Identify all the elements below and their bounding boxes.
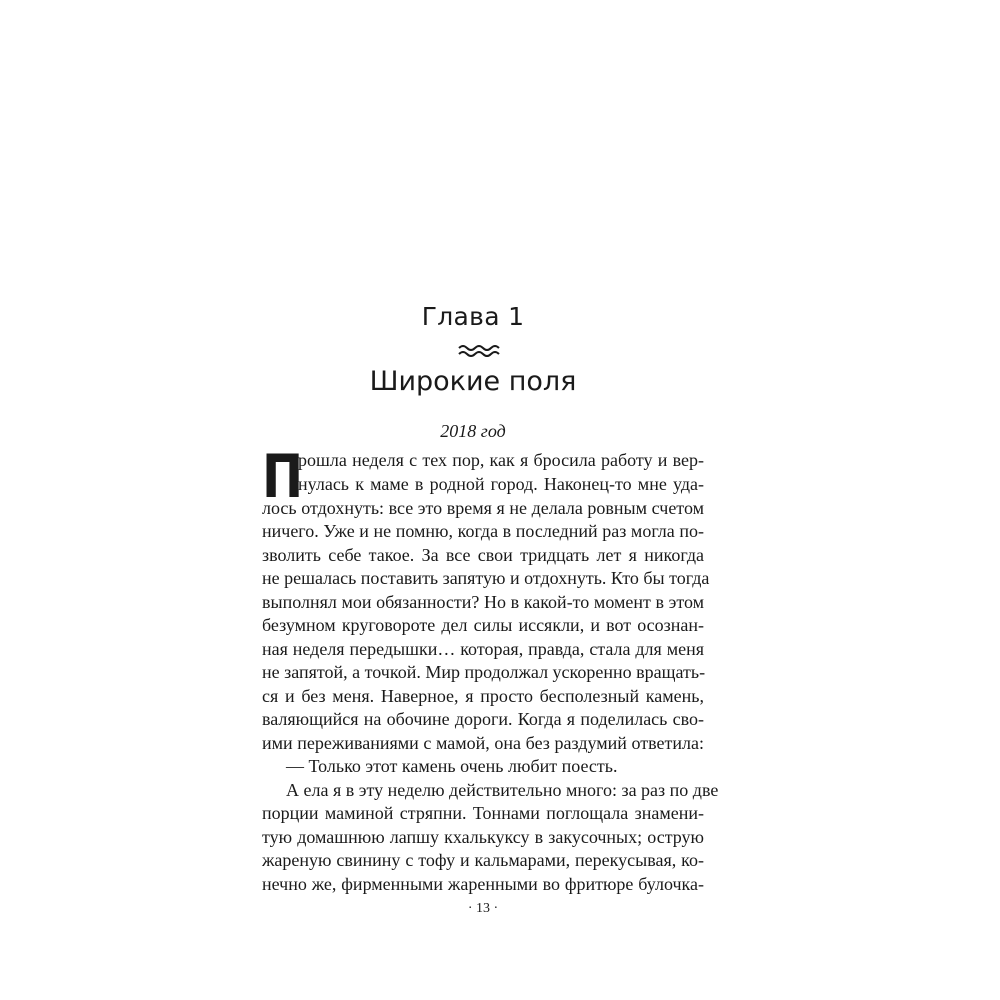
wave-ornament-icon [457, 344, 507, 358]
text-line: не решалась поставить запятую и отдохнуть. Кто бы тогда [262, 568, 710, 588]
text-line: ная неделя передышки… которая, правда, стала для меня [262, 639, 704, 659]
text-line: ими переживаниями с мамой, она без раздумий ответила: [262, 733, 704, 753]
chapter-number: Глава 1 [421, 302, 525, 331]
text-line: нечно же, фирменными жаренными во фритюре булочка- [262, 874, 704, 894]
text-line: выполнял мои обязанности? Но в какой-то момент в этом [262, 592, 704, 612]
page-number: · 13 · [467, 901, 499, 916]
chapter-year: 2018 год [440, 421, 506, 441]
text-line: — Только этот камень очень любит поесть. [286, 756, 618, 776]
text-line: жареную свинину с тофу и кальмарами, перекусывая, ко- [262, 850, 704, 870]
chapter-title: Широкие поля [369, 366, 577, 397]
text-line: зволить себе такое. За все свои тридцать лет я никогда [262, 545, 704, 565]
text-line: не запятой, а точкой. Мир продолжал ускоренно вращать- [262, 662, 706, 682]
text-line: рошла неделя с тех пор, как я бросила работу и вер- [298, 450, 704, 470]
text-line: лось отдохнуть: все это время я не делала ровным счетом [262, 498, 704, 518]
text-line: А ела я в эту неделю действительно много: за раз по две [286, 780, 719, 800]
drop-cap: П [262, 442, 304, 512]
text-line: порции маминой стряпни. Тоннами поглощала знамени- [262, 803, 704, 823]
text-line: ся и без меня. Наверное, я просто бесполезный камень, [262, 686, 704, 706]
text-line: нулась к маме в родной город. Наконец-то мне уда- [298, 474, 704, 494]
text-line: безумном круговороте дел силы иссякли, и вот осознан- [262, 615, 704, 635]
text-line: тую домашнюю лапшу кхалькуксу в закусочных; острую [262, 827, 704, 847]
text-line: ничего. Уже и не помню, когда в последний раз могла по- [262, 521, 704, 541]
text-line: валяющийся на обочине дороги. Когда я поделилась сво- [262, 709, 704, 729]
